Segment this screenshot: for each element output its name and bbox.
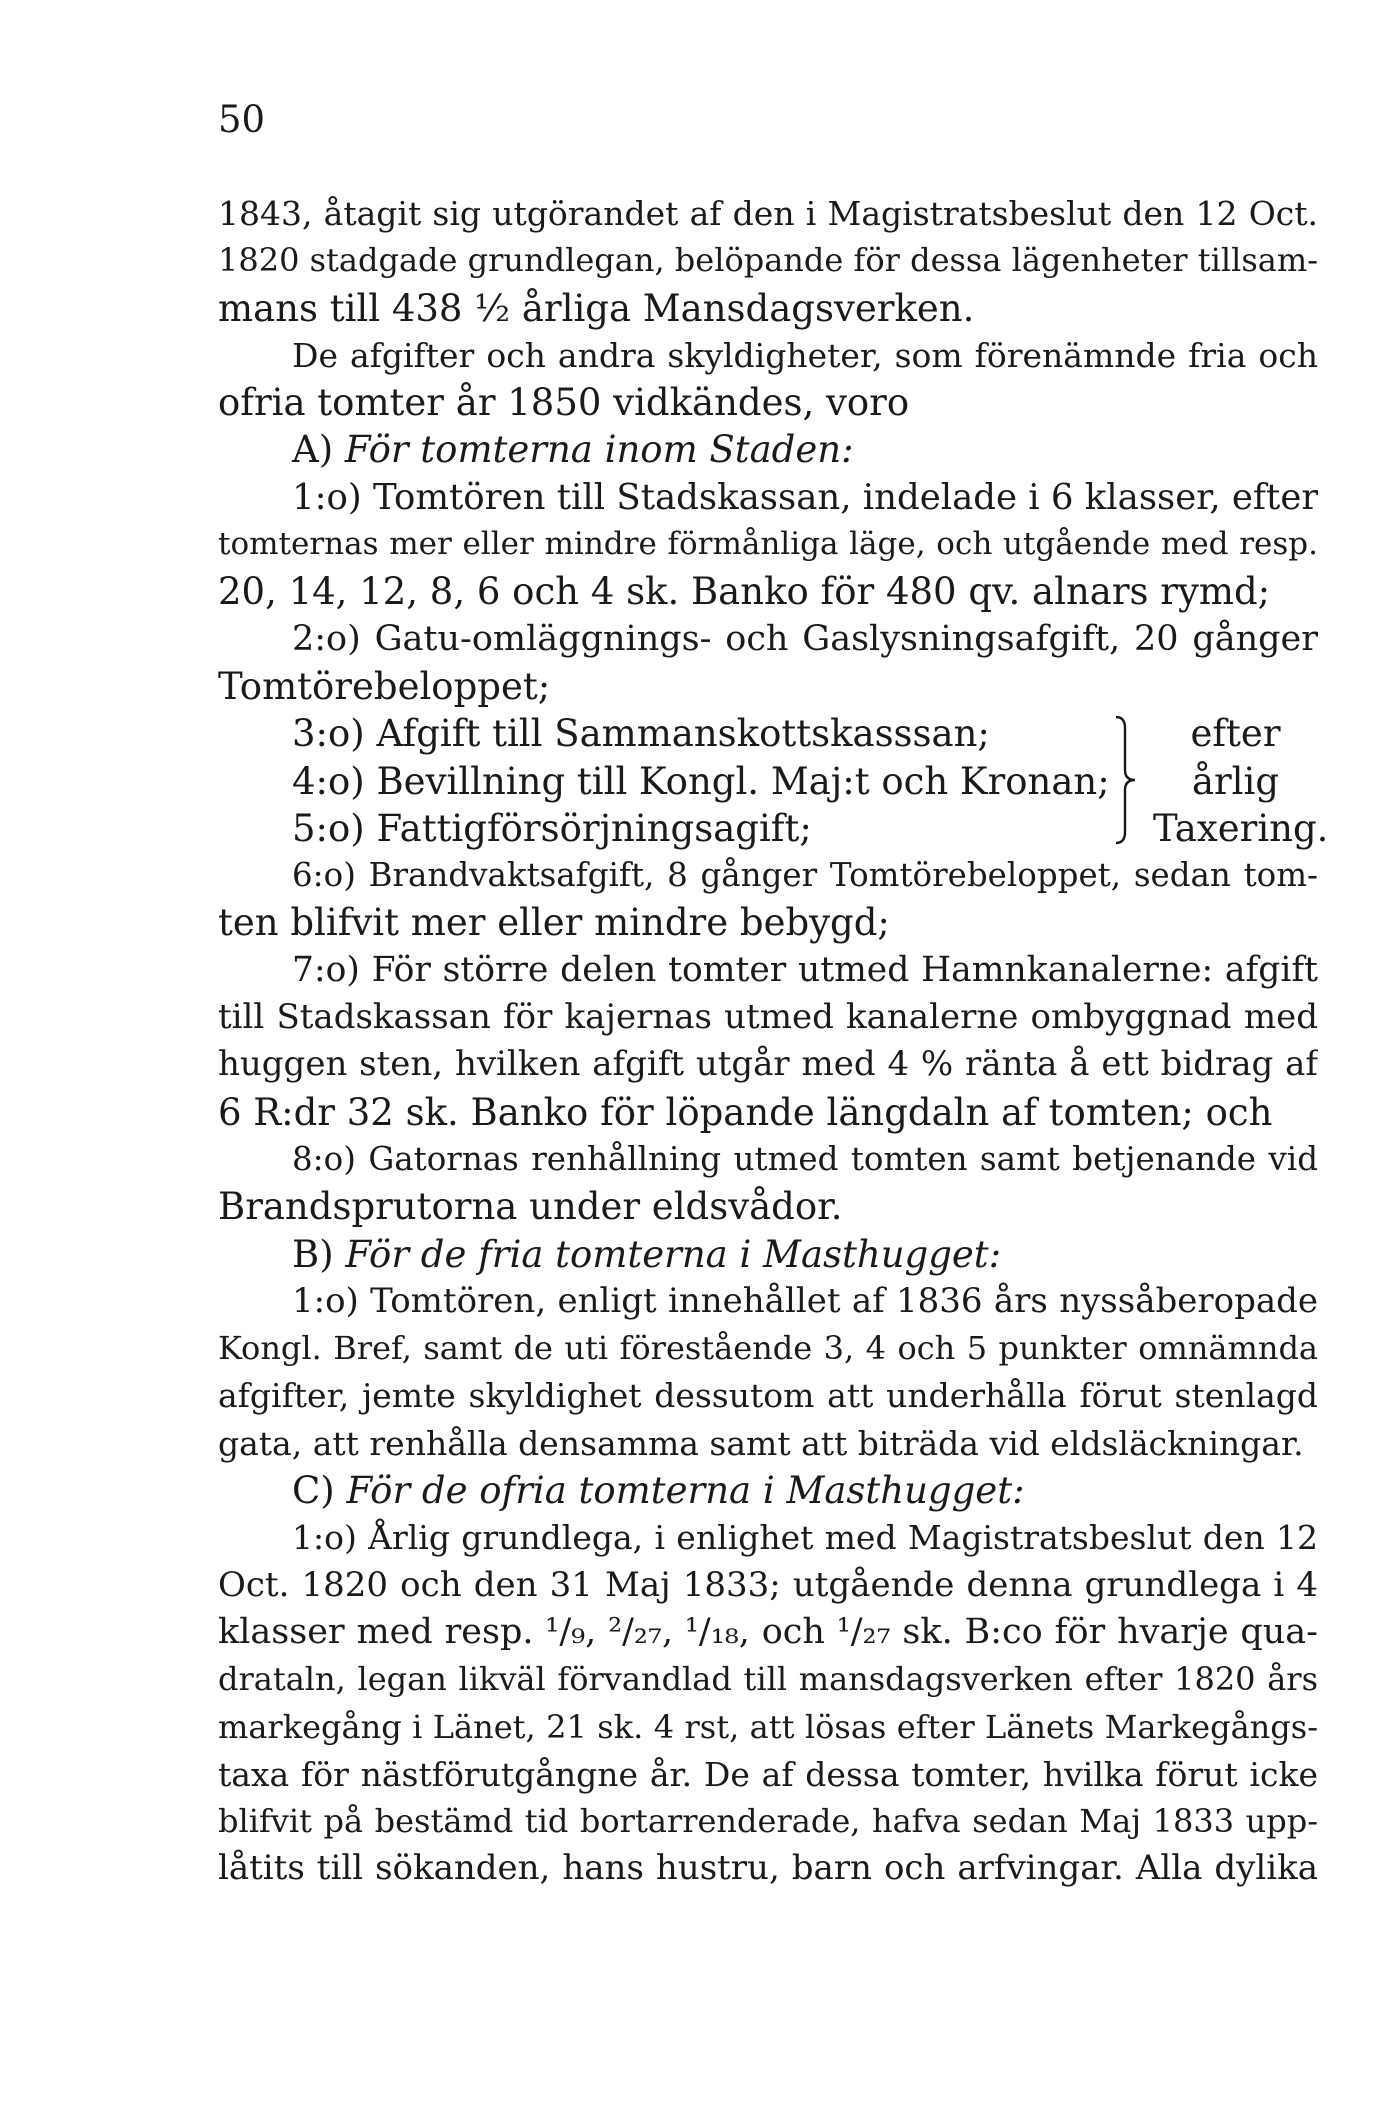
bracket-note-line: Taxering. [1153, 806, 1329, 850]
text-line: ten blifvit mer eller mindre bebygd; [218, 901, 890, 945]
text-line: ofria tomter år 1850 vidkändes, voro [218, 381, 910, 425]
text-line: 1843, åtagit sig utgörandet af den i Magistratsbeslut den 12 Oct. [218, 194, 1318, 233]
text-line: Brandsprutorna under eldsvådor. [218, 1185, 843, 1229]
section-title: För tomterna inom Staden: [344, 428, 854, 472]
text-line: låtits till sökanden, hans hustru, barn och arfvingar. Alla dylika [218, 1848, 1318, 1889]
section-label: C) [292, 1469, 335, 1513]
curly-brace-icon [1113, 714, 1139, 846]
text-line: 2:o) Gatu-omläggnings- och Gaslysningsafgift, 20 gånger [292, 618, 1318, 659]
text-line: taxa för nästförutgångne år. De af dessa tomter, hvilka förut icke [218, 1754, 1318, 1794]
text-line: tomternas mer eller mindre förmånliga läge, och utgående med resp. [218, 526, 1318, 563]
text-line: 1:o) Tomtören till Stadskassan, indelade i 6 klasser, efter [292, 476, 1318, 518]
text-line: 7:o) För större delen tomter utmed Hamnkanalerne: afgift [292, 949, 1318, 990]
text-line: Oct. 1820 och den 31 Maj 1833; utgående denna grundlega i 4 [218, 1564, 1318, 1605]
text-line: 1:o) Årlig grundlega, i enlighet med Magistratsbeslut den 12 [292, 1518, 1318, 1558]
text-line: 6:o) Brandvaktsafgift, 8 gånger Tomtörebeloppet, sedan tom- [292, 856, 1318, 895]
section-label: B) [292, 1232, 334, 1276]
text-line: afgifter, jemte skyldighet dessutom att underhålla förut stenlagd [218, 1376, 1318, 1416]
text-line: Kongl. Bref, samt de uti förestående 3, 4 och 5 punkter omnämnda [218, 1329, 1318, 1368]
text-line: mans till 438 ½ årliga Mansdagsverken. [218, 286, 975, 330]
text-line: De afgifter och andra skyldigheter, som förenämnde fria och [292, 335, 1318, 375]
bracket-item: 4:o) Bevillning till Kongl. Maj:t och Kronan; [292, 759, 1110, 803]
bracket-note-line: efter [1190, 712, 1281, 756]
text-line: drataln, legan likväl förvandlad till mansdagsverken efter 1820 års [218, 1660, 1318, 1699]
bracket-item: 5:o) Fattigförsörjningsagift; [292, 806, 812, 850]
text-line: 8:o) Gatornas renhållning utmed tomten samt betjenande vid [292, 1139, 1318, 1178]
text-line: blifvit på bestämd tid bortarrenderade, hafva sedan Maj 1833 upp- [218, 1802, 1318, 1841]
section-title: För de ofria tomterna i Masthugget: [346, 1469, 1025, 1513]
bracket-item: 3:o) Afgift till Sammanskottskasssan; [292, 712, 990, 756]
text-line: till Stadskassan för kajernas utmed kanalerne ombyggnad med [218, 997, 1318, 1038]
text-line: klasser med resp. ¹/₉, ²/₂₇, ¹/₁₈, och ¹/₂₇ sk. B:co för hvarje qua- [218, 1611, 1318, 1652]
section-heading-c [218, 1467, 1318, 1514]
section-heading-b [218, 1231, 1318, 1278]
text-line: 20, 14, 12, 8, 6 och 4 sk. Banko för 480 qv. alnars rymd; [218, 570, 1271, 614]
text-line: huggen sten, hvilken afgift utgår med 4 % ränta å ett bidrag af [218, 1044, 1318, 1085]
page-number: 50 [218, 98, 266, 141]
document-page [218, 98, 1329, 1893]
section-heading-a [218, 426, 1318, 473]
bracket-note-line: årlig [1191, 759, 1280, 803]
bracket-note [1153, 710, 1329, 852]
section-label: A) [292, 428, 334, 472]
text-line: 6 R:dr 32 sk. Banko för löpande längdaln af tomten; och [218, 1090, 1273, 1134]
text-line: gata, att renhålla densamma samt att biträda vid eldsläckningar. [218, 1423, 1304, 1463]
bracket-group [218, 710, 1329, 852]
text-line: markegång i Länet, 21 sk. 4 rst, att lösas efter Länets Markegångs- [218, 1707, 1318, 1746]
text-line: 1:o) Tomtören, enligt innehållet af 1836 års nyssåberopade [292, 1280, 1318, 1321]
text-line: Tomtörebeloppet; [218, 664, 551, 708]
text-line: 1820 stadgade grundlegan, belöpande för dessa lägenheter tillsam- [218, 241, 1318, 280]
section-title: För de fria tomterna i Masthugget: [345, 1232, 1002, 1276]
